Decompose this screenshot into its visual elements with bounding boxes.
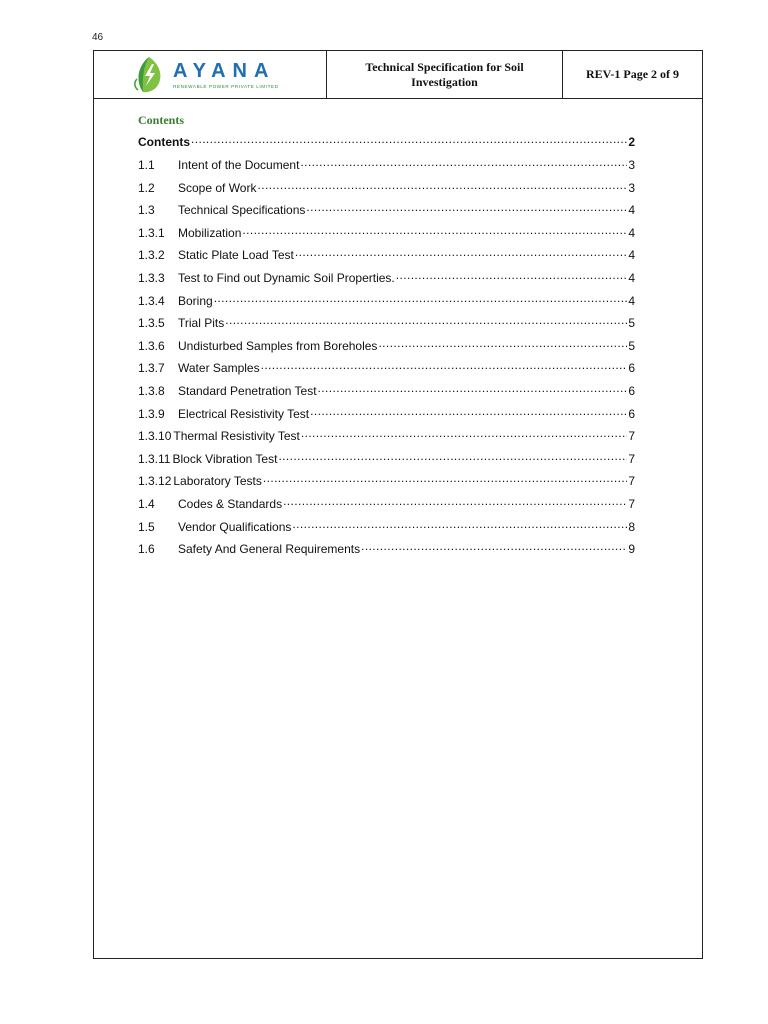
toc-row[interactable] <box>138 157 635 180</box>
toc-row[interactable] <box>138 473 635 496</box>
toc-row[interactable] <box>138 338 635 361</box>
toc-number: 1.3.12 <box>138 474 172 489</box>
toc-row[interactable] <box>138 519 635 542</box>
toc-row[interactable] <box>138 315 635 338</box>
toc-number: 1.3.2 <box>138 248 165 263</box>
toc-row[interactable] <box>138 225 635 248</box>
toc-page: 5 <box>628 338 635 353</box>
toc-row[interactable] <box>138 202 635 225</box>
toc-number: 1.1 <box>138 158 155 172</box>
toc-page: 3 <box>628 180 635 195</box>
toc-title: Technical Specifications <box>178 203 306 218</box>
toc-page: 7 <box>628 496 635 511</box>
toc-leader <box>261 360 627 372</box>
brand-tagline: RENEWABLE POWER PRIVATE LIMITED <box>173 83 279 89</box>
toc-row[interactable] <box>138 496 635 519</box>
toc-title: Boring <box>178 293 213 308</box>
document-header <box>94 51 702 99</box>
toc-number: 1.4 <box>138 496 155 511</box>
toc-row[interactable] <box>138 247 635 270</box>
toc-leader <box>225 315 627 327</box>
toc-page: 7 <box>628 474 635 489</box>
toc-title: Water Samples <box>178 361 260 376</box>
toc-leader <box>396 270 627 282</box>
toc-leader <box>278 451 627 463</box>
toc-leader <box>257 180 627 192</box>
toc-number: 1.3.9 <box>138 406 165 421</box>
toc-title: Trial Pits <box>178 316 225 331</box>
toc-page: 9 <box>628 542 635 557</box>
toc-page: 4 <box>628 248 635 263</box>
logo-cell <box>94 51 327 98</box>
toc-title: Intent of the Document <box>178 158 300 172</box>
toc-number: 1.3.3 <box>138 270 165 285</box>
toc-row[interactable] <box>138 180 635 203</box>
toc-title: Thermal Resistivity Test <box>173 429 300 444</box>
toc-page: 6 <box>628 361 635 376</box>
toc-row[interactable] <box>138 293 635 316</box>
toc-page: 4 <box>628 270 635 285</box>
toc-number: 1.5 <box>138 519 155 534</box>
toc-title: Codes & Standards <box>178 496 283 511</box>
toc-leader <box>283 496 627 508</box>
toc-title: Standard Penetration Test <box>178 383 317 398</box>
toc-leader <box>361 541 627 553</box>
toc-row[interactable] <box>138 383 635 406</box>
toc-leader <box>378 338 627 350</box>
toc-leader <box>310 406 627 418</box>
toc-leader <box>306 202 627 214</box>
toc-title: Test to Find out Dynamic Soil Properties. <box>178 270 395 285</box>
toc-number: 1.3.4 <box>138 293 165 308</box>
table-of-contents <box>138 134 635 564</box>
toc-page: 6 <box>628 406 635 421</box>
toc-page: 7 <box>628 451 635 466</box>
toc-number: 1.3.5 <box>138 316 165 331</box>
toc-number: 1.2 <box>138 180 155 195</box>
toc-title: Safety And General Requirements <box>178 542 361 557</box>
toc-row[interactable] <box>138 270 635 293</box>
toc-leader <box>301 428 627 440</box>
toc-title: Electrical Resistivity Test <box>178 406 310 421</box>
toc-number: 1.3.7 <box>138 361 165 376</box>
toc-leader <box>295 247 627 259</box>
toc-title: Scope of Work <box>178 180 257 195</box>
toc-leader <box>242 225 627 237</box>
toc-page: 8 <box>628 519 635 534</box>
toc-title: Vendor Qualifications <box>178 519 292 534</box>
toc-page: 7 <box>628 429 635 444</box>
toc-page: 3 <box>628 158 635 172</box>
contents-heading: Contents <box>138 113 185 127</box>
page-number: 46 <box>92 32 104 43</box>
toc-page: 2 <box>628 135 635 149</box>
toc-row[interactable] <box>138 428 635 451</box>
toc-number: 1.6 <box>138 542 155 557</box>
toc-number: 1.3.8 <box>138 383 165 398</box>
toc-leader <box>191 134 627 146</box>
toc-number: 1.3.1 <box>138 225 165 240</box>
toc-number: 1.3.6 <box>138 338 165 353</box>
toc-number: 1.3 <box>138 203 155 218</box>
toc-page: 4 <box>628 203 635 218</box>
toc-page: 4 <box>628 225 635 240</box>
toc-title: Contents <box>138 135 190 149</box>
toc-page: 6 <box>628 383 635 398</box>
toc-row[interactable] <box>138 451 635 474</box>
brand-name: AYANA <box>173 59 276 82</box>
toc-leader <box>300 157 627 169</box>
toc-number: 1.3.10 <box>138 429 172 444</box>
toc-leader <box>318 383 627 395</box>
document-title: Technical Specification for Soil Investigation <box>327 51 563 98</box>
toc-leader <box>214 293 627 305</box>
toc-title: Mobilization <box>178 225 242 240</box>
toc-leader <box>292 519 627 531</box>
toc-title: Static Plate Load Test <box>178 248 294 263</box>
toc-title: Block Vibration Test <box>172 451 278 466</box>
toc-page: 5 <box>628 316 635 331</box>
toc-row[interactable] <box>138 541 635 564</box>
revision-info: REV-1 Page 2 of 9 <box>585 67 680 81</box>
toc-title: Undisturbed Samples from Boreholes <box>178 338 378 353</box>
toc-number: 1.3.11 <box>138 451 171 466</box>
leaf-bolt-icon <box>132 55 166 95</box>
toc-leader <box>263 473 627 485</box>
toc-row[interactable] <box>138 360 635 383</box>
company-logo <box>132 55 279 95</box>
toc-title: Laboratory Tests <box>173 474 262 489</box>
toc-row[interactable] <box>138 134 635 157</box>
toc-page: 4 <box>628 293 635 308</box>
toc-row[interactable] <box>138 406 635 429</box>
